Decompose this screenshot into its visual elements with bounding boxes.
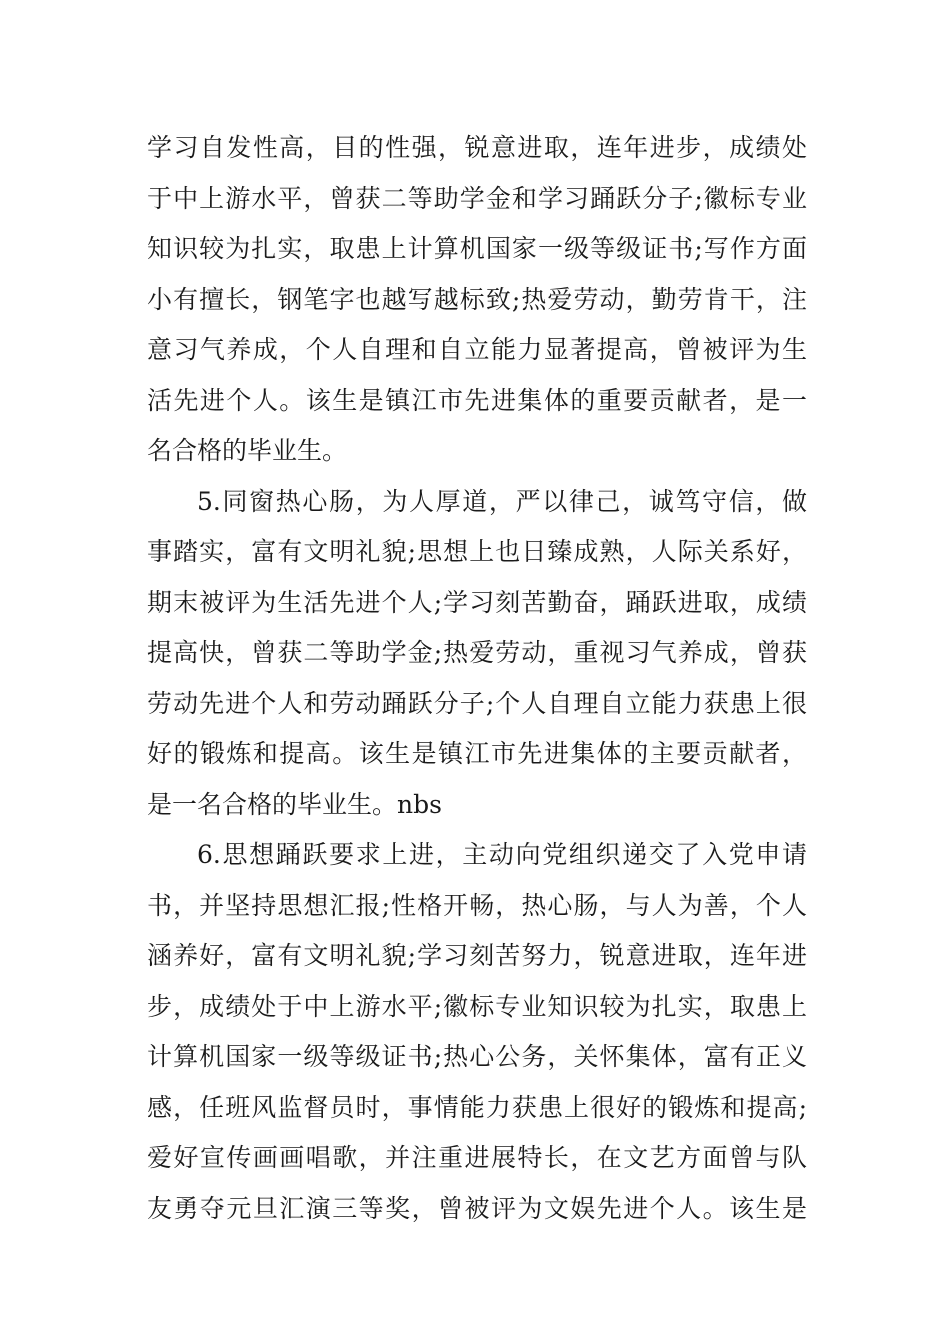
paragraph-1-line-1: 学习自发性高，目的性强，锐意进取，连年进步，成绩处 (147, 133, 807, 162)
paragraph-2-line-4: 提高快，曾获二等助学金;热爱劳动，重视习气养成，曾获 (147, 638, 807, 667)
paragraph-3-line-5: 计算机国家一级等级证书;热心公务，关怀集体，富有正义 (147, 1042, 807, 1071)
paragraph-1-line-3: 知识较为扎实，取患上计算机国家一级等级证书;写作方面 (147, 234, 807, 263)
paragraph-3-line-4: 步，成绩处于中上游水平;徽标专业知识较为扎实，取患上 (147, 991, 807, 1021)
paragraph-1-line-6: 活先进个人。该生是镇江市先进集体的重要贡献者，是一 (147, 385, 807, 415)
paragraph-3-line-6: 感，任班风监督员时，事情能力获患上很好的锻炼和提高; (147, 1092, 807, 1122)
paragraph-1-line-7: 名合格的毕业生。 (147, 436, 348, 465)
paragraph-3-line-1: 6.思想踊跃要求上进，主动向党组织递交了入党申请 (197, 840, 807, 869)
paragraph-2-line-3: 期末被评为生活先进个人;学习刻苦勤奋，踊跃进取，成绩 (147, 587, 807, 617)
paragraph-3-line-2: 书，并坚持思想汇报;性格开畅，热心肠，与人为善，个人 (147, 890, 807, 920)
paragraph-2-line-6: 好的锻炼和提高。该生是镇江市先进集体的主要贡献者， (147, 739, 807, 768)
document-body (147, 123, 807, 1234)
paragraph-2-line-1: 5.同窗热心肠，为人厚道，严以律己，诚笃守信，做 (197, 486, 807, 516)
paragraph-3-line-7: 爱好宣传画画唱歌，并注重进展特长，在文艺方面曾与队 (147, 1143, 807, 1172)
paragraph-1-line-2: 于中上游水平，曾获二等助学金和学习踊跃分子;徽标专业 (147, 183, 807, 213)
paragraph-2-line-5: 劳动先进个人和劳动踊跃分子;个人自理自立能力获患上很 (147, 688, 807, 718)
paragraph-1-line-5: 意习气养成，个人自理和自立能力显著提高，曾被评为生 (147, 335, 807, 364)
paragraph-2-line-7: 是一名合格的毕业生。nbs (147, 789, 442, 819)
paragraph-2-line-2: 事踏实，富有文明礼貌;思想上也日臻成熟，人际关系好， (147, 537, 807, 566)
paragraph-3-line-8: 友勇夺元旦汇演三等奖，曾被评为文娱先进个人。该生是 (147, 1193, 807, 1223)
paragraph-3-line-3: 涵养好，富有文明礼貌;学习刻苦努力，锐意进取，连年进 (147, 941, 807, 970)
paragraph-1-line-4: 小有擅长，钢笔字也越写越标致;热爱劳动，勤劳肯干，注 (147, 284, 807, 314)
